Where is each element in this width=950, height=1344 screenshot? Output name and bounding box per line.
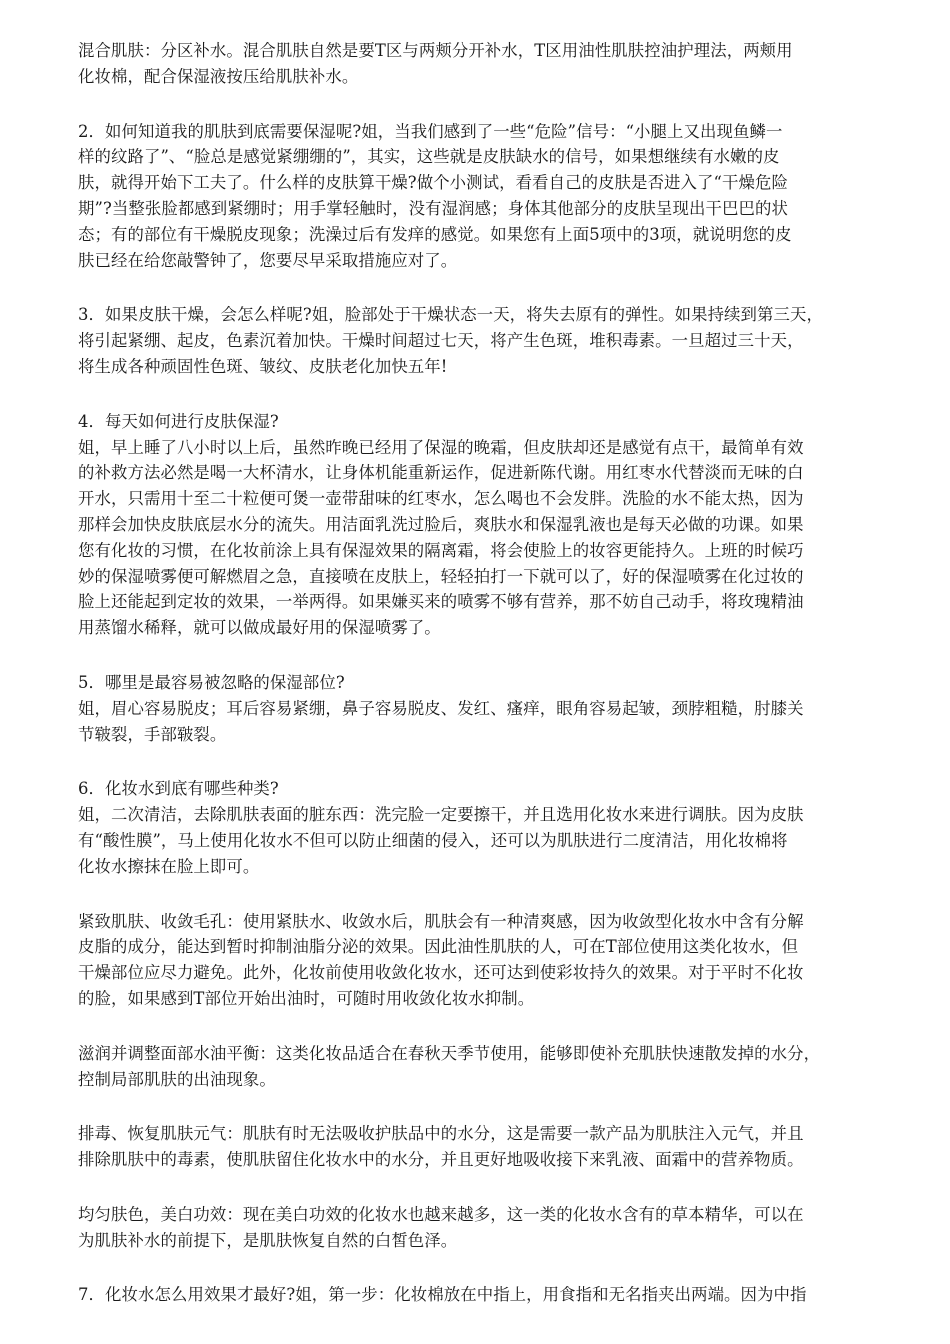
text-line: 肤已经在给您敲警钟了，您要尽早采取措施应对了。 [78,250,458,270]
text-line: 用蒸馏水稀释，就可以做成最好用的保湿喷雾了。 [78,618,441,638]
section-heading: 6．化妆水到底有哪些种类? [78,779,279,799]
text-line: 化妆棉，配合保湿液按压给肌肤补水。 [78,66,359,86]
paragraph-combination-skin [78,38,890,90]
text-line: 有“酸性膜”，马上使用化妆水不但可以防止细菌的侵入，还可以为肌肤进行二度清洁，用化妆棉将 [78,830,788,850]
section-heading: 4．每天如何进行皮肤保湿? [78,411,279,431]
text-line: 样的纹路了”、“脸总是感觉紧绷绷的”，其实，这些就是皮肤缺水的信号，如果想继续有水嫩的皮 [78,147,780,167]
text-line: 节皲裂，手部皲裂。 [78,724,227,744]
text-line: 紧致肌肤、收敛毛孔：使用紧肤水、收敛水后，肌肤会有一种清爽感，因为收敛型化妆水中含有分解 [78,911,804,931]
text-line: 脸上还能起到定妆的效果，一举两得。如果嫌买来的喷雾不够有营养，那不妨自己动手，将玫瑰精油 [78,592,804,612]
text-line: 姐，眉心容易脱皮；耳后容易紧绷，鼻子容易脱皮、发红、瘙痒，眼角容易起皱，颈脖粗糙，肘膝关 [78,698,804,718]
text-line: 干燥部位应尽力避免。此外，化妆前使用收敛化妆水，还可达到使彩妆持久的效果。对于平时不化妆 [78,963,804,983]
text-line: 化妆水擦抹在脸上即可。 [78,856,260,876]
text-line: 为肌肤补水的前提下，是肌肤恢复自然的白皙色泽。 [78,1230,458,1250]
text-line: 混合肌肤：分区补水。混合肌肤自然是要T区与两颊分开补水，T区用油性肌肤控油护理法，两颊用 [78,41,793,60]
paragraph-q7-toner-usage [78,1282,890,1308]
text-line: 均匀肤色，美白功效：现在美白功效的化妆水也越来越多，这一类的化妆水含有的草本精华，可以在 [78,1204,804,1224]
text-line: 控制局部肌肤的出油现象。 [78,1069,276,1089]
paragraph-q3-dry-skin [78,302,890,379]
text-line: 将生成各种顽固性色斑、皱纹、皮肤老化加快五年! [78,356,448,376]
text-line: 肤，就得开始下工夫了。什么样的皮肤算干燥?做个小测试，看看自己的皮肤是否进入了“干燥危险 [78,173,788,193]
text-line: 2．如何知道我的肌肤到底需要保湿呢?姐，当我们感到了一些“危险”信号：“小腿上又出现鱼鳞一 [78,121,783,141]
document-page [78,38,890,1337]
paragraph-water-oil-balance [78,1041,890,1093]
paragraph-tighten-pores [78,909,890,1012]
paragraph-whitening [78,1202,890,1254]
paragraph-q2-need-moisture [78,119,890,274]
text-line: 妙的保湿喷雾便可解燃眉之急，直接喷在皮肤上，轻轻拍打一下就可以了，好的保湿喷雾在化过妆的 [78,566,804,586]
text-line: 开水，只需用十至二十粒便可煲一壶带甜味的红枣水，怎么喝也不会发胖。洗脸的水不能太热，因为 [78,489,804,509]
text-line: 的脸，如果感到T部位开始出油时，可随时用收敛化妆水抑制。 [78,988,535,1008]
text-line: 滋润并调整面部水油平衡：这类化妆品适合在春秋天季节使用，能够即使补充肌肤快速散发掉的水分， [78,1043,821,1063]
text-line: 姐，二次清洁，去除肌肤表面的脏东西：洗完脸一定要擦干，并且选用化妆水来进行调肤。因为皮肤 [78,805,804,825]
text-line: 您有化妆的习惯，在化妆前涂上具有保湿效果的隔离霜，将会使脸上的妆容更能持久。上班的时候巧 [78,540,804,560]
text-line: 排除肌肤中的毒素，使肌肤留住化妆水中的水分，并且更好地吸收接下来乳液、面霜中的营养物质。 [78,1150,804,1170]
section-heading: 5．哪里是最容易被忽略的保湿部位? [78,672,345,692]
text-line: 的补救方法必然是喝一大杯清水，让身体机能重新运作，促进新陈代谢。用红枣水代替淡而无味的白 [78,463,804,483]
text-line: 将引起紧绷、起皮，色素沉着加快。干燥时间超过七天，将产生色斑，堆积毒素。一旦超过三十天， [78,331,804,351]
text-line: 姐，早上睡了八小时以上后，虽然昨晚已经用了保湿的晚霜，但皮肤却还是感觉有点干，最简单有效 [78,437,804,457]
text-line: 皮脂的成分，能达到暂时抑制油脂分泌的效果。因此油性肌肤的人，可在T部位使用这类化妆水，但 [78,937,799,957]
text-line: 排毒、恢复肌肤元气：肌肤有时无法吸收护肤品中的水分，这是需要一款产品为肌肤注入元气，并且 [78,1124,804,1144]
paragraph-q4-daily-moisture [78,409,890,641]
text-line: 那样会加快皮肤底层水分的流失。用洁面乳洗过脸后，爽肤水和保湿乳液也是每天必做的功课。如果 [78,514,804,534]
paragraph-q5-ignored-areas [78,670,890,747]
paragraph-q6-toner-types [78,776,890,879]
paragraph-detox [78,1121,890,1173]
text-line: 期”?当整张脸都感到紧绷时；用手掌轻触时，没有湿润感；身体其他部分的皮肤呈现出干巴巴的状 [78,198,788,218]
text-line: 态；有的部位有干燥脱皮现象；洗澡过后有发痒的感觉。如果您有上面5项中的3项，就说明您的皮 [78,224,792,244]
text-line: 3．如果皮肤干燥，会怎么样呢?姐，脸部处于干燥状态一天，将失去原有的弹性。如果持续到第三天， [78,305,824,325]
text-line: 7．化妆水怎么用效果才最好?姐，第一步：化妆棉放在中指上，用食指和无名指夹出两端。因为中指 [78,1285,807,1305]
